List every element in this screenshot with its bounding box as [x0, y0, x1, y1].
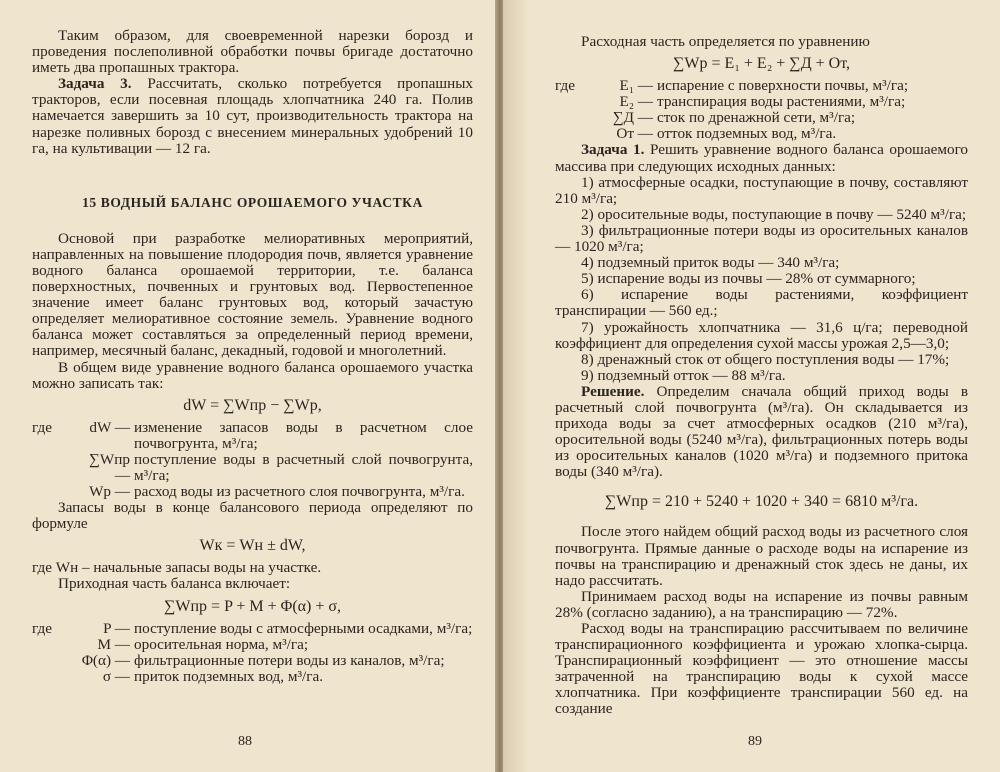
task-label: Задача 1. [581, 141, 645, 159]
paragraph: Принимаем расход воды на испарение из почвы равным 28% (согласно заданию), а на транспирацию — 72%. [555, 587, 968, 621]
definition-symbol: ∑Wпр — [89, 450, 130, 484]
definition-text: расход воды из расчетного слоя почвогрунта, м³/га. [134, 483, 465, 501]
definitions-list [32, 621, 473, 685]
solution [555, 384, 968, 481]
definition-symbol: Φ(α) — [81, 651, 130, 669]
paragraph: Расходная часть определяется по уравнению [581, 33, 870, 50]
definition-symbol: M — [97, 635, 130, 653]
definition-row [555, 94, 968, 110]
definition-symbol: E₁ — [619, 77, 653, 95]
definition-text: изменение запасов воды в расчетном слое почвогрунта, м³/га; [134, 418, 473, 452]
task-3 [32, 76, 473, 156]
equation: ∑Wпр = P + M + Φ(α) + σ, [163, 597, 342, 615]
paragraph: Таким образом, для своевременной нарезки борозд и проведения послеполивной обработки почвы бригаде достаточно иметь два пропашных трактора. [32, 27, 473, 77]
definition-symbol: σ — [102, 667, 130, 685]
section-title: 15 ВОДНЫЙ БАЛАНС ОРОШАЕМОГО УЧАСТКА [82, 194, 423, 210]
definition-row [32, 452, 473, 484]
paragraph: Расход воды на транспирацию рассчитываем по величине транспирационного коэффициента и урожаю хлопка-сырца. Транспирационный коэффициент — это отношение массы затраченной на транспирацию воды к сухой массе хлопчатника. При коэффициенте транспирации 560 ед. на создание [555, 620, 968, 718]
definition-text: поступление воды в расчетный слой почвогрунта, м³/га; [134, 450, 473, 484]
list-item: 1) атмосферные осадки, поступающие в почву, составляют 210 м³/га; [555, 173, 968, 207]
task-text: Решить уравнение водного баланса орошаемого массива при следующих исходных данных: [555, 141, 969, 175]
definition-text: приток подземных вод, м³/га. [134, 667, 324, 685]
paragraph: После этого найдем общий расход воды из расчетного слоя почвогрунта. Прямые данные о расходе воды на испарение из почвы на транспирацию и дренажный сток здесь не даны, их надо рассчитать. [555, 523, 968, 589]
definition-symbol: E₂ — [619, 93, 653, 111]
definition-row [32, 420, 473, 452]
definitions-list [555, 78, 968, 142]
definition-symbol: P — [103, 619, 130, 637]
definition-row [555, 126, 968, 142]
definition-text: испарение с поверхности почвы, м³/га; [657, 77, 909, 95]
where-label: где [32, 418, 52, 436]
definition-row [32, 484, 473, 500]
page-number: 89 [748, 734, 762, 749]
solution-text: Определим сначала общий приход воды в расчетный слой почвогрунта (м³/га). Он складывается из прихода воды за счет атмосферных осадков (210 м³/га), оросительной воды (5240 м³/га), фильтрационных потерь воды из оросительных каналов (1020 м³/га) и подземного притока воды (340 м³/га). [555, 382, 968, 481]
list-item: 4) подземный приток воды — 340 м³/га; [581, 254, 840, 272]
list-item: 8) дренажный сток от общего поступления воды — 17%; [581, 350, 950, 368]
equation: ∑Wр = E₁ + E₂ + ∑Д + Oт, [673, 55, 850, 73]
task-label: Задача 3. [58, 75, 132, 93]
definition-row [32, 669, 473, 685]
definition-text: сток по дренажной сети, м³/га; [657, 109, 856, 127]
list-item: 5) испарение воды из почвы — 28% от суммарного; [581, 270, 916, 288]
equation: ∑Wпр = 210 + 5240 + 1020 + 340 = 6810 м³/га. [604, 493, 919, 511]
definition-text: поступление воды с атмосферными осадками, м³/га; [134, 619, 473, 637]
paragraph: Приходная часть баланса включает: [58, 575, 291, 593]
definition-symbol: dW — [89, 418, 130, 436]
list-item: 3) фильтрационные потери воды из оросительных каналов — 1020 м³/га; [555, 221, 968, 256]
list-item: 2) оросительные воды, поступающие в почву — 5240 м³/га; [581, 205, 967, 223]
left-page [0, 0, 497, 772]
definition-text: транспирация воды растениями, м³/га; [657, 93, 906, 111]
list-item: 7) урожайность хлопчатника — 31,6 ц/га; переводной коэффициент для определения сухой массы урожая 2,5—3,0; [555, 318, 968, 352]
definition-row [32, 653, 473, 669]
paragraph: Запасы воды в конце балансового периода определяют по формуле [32, 499, 473, 533]
definition-row [32, 621, 473, 637]
definition-symbol: Oт — [616, 125, 653, 143]
list-item: 6) испарение воды растениями, коэффициент транспирации — 560 ед.; [555, 286, 968, 320]
right-page [503, 0, 1000, 772]
definition-symbol: ∑Д — [612, 109, 653, 127]
definition-row [32, 637, 473, 653]
definition-text: отток подземных вод, м³/га. [657, 125, 837, 143]
paragraph: В общем виде уравнение водного баланса орошаемого участка можно записать так: [32, 358, 473, 392]
where-label: где [555, 77, 575, 95]
paragraph: где Wн – начальные запасы воды на участке. [32, 559, 322, 577]
definition-text: оросительная норма, м³/га; [134, 635, 309, 653]
definition-symbol: Wр — [89, 483, 130, 501]
solution-label: Решение. [581, 382, 645, 400]
definition-row [555, 78, 968, 94]
list-item: 9) подземный отток — 88 м³/га. [581, 366, 786, 384]
task-1 [555, 142, 968, 174]
definitions-list [32, 420, 473, 500]
equation: Wк = Wн ± dW, [199, 537, 306, 555]
page-number: 88 [238, 734, 252, 749]
definition-text: фильтрационные потери воды из каналов, м³/га; [134, 651, 445, 669]
paragraph: Основой при разработке мелиоративных мероприятий, направленных на повышение плодородия почв, является уравнение водного баланса орошаемой территории, т.е. баланса поверхностных, почвенных и грунтовых вод. Первостепенное значение имеет баланс грунтовых вод, который зачастую определяет мелиоративное состояние земель. Уравнение водного баланса может составляться за определенный период времени, например, месячный баланс, декадный, годовой и многолетний. [32, 229, 473, 360]
task-text: Рассчитать, сколько потребуется пропашных тракторов, если посевная площадь хлопчатника 240 га. Полив намечается завершить за 10 сут, производительность трактора на нарезке поливных борозд с внесением минеральных удобрений 10 га, на культивации — 12 га. [32, 75, 473, 157]
definition-row [555, 110, 968, 126]
where-label: где [32, 619, 52, 637]
equation: dW = ∑Wпр − ∑Wр, [183, 396, 322, 414]
